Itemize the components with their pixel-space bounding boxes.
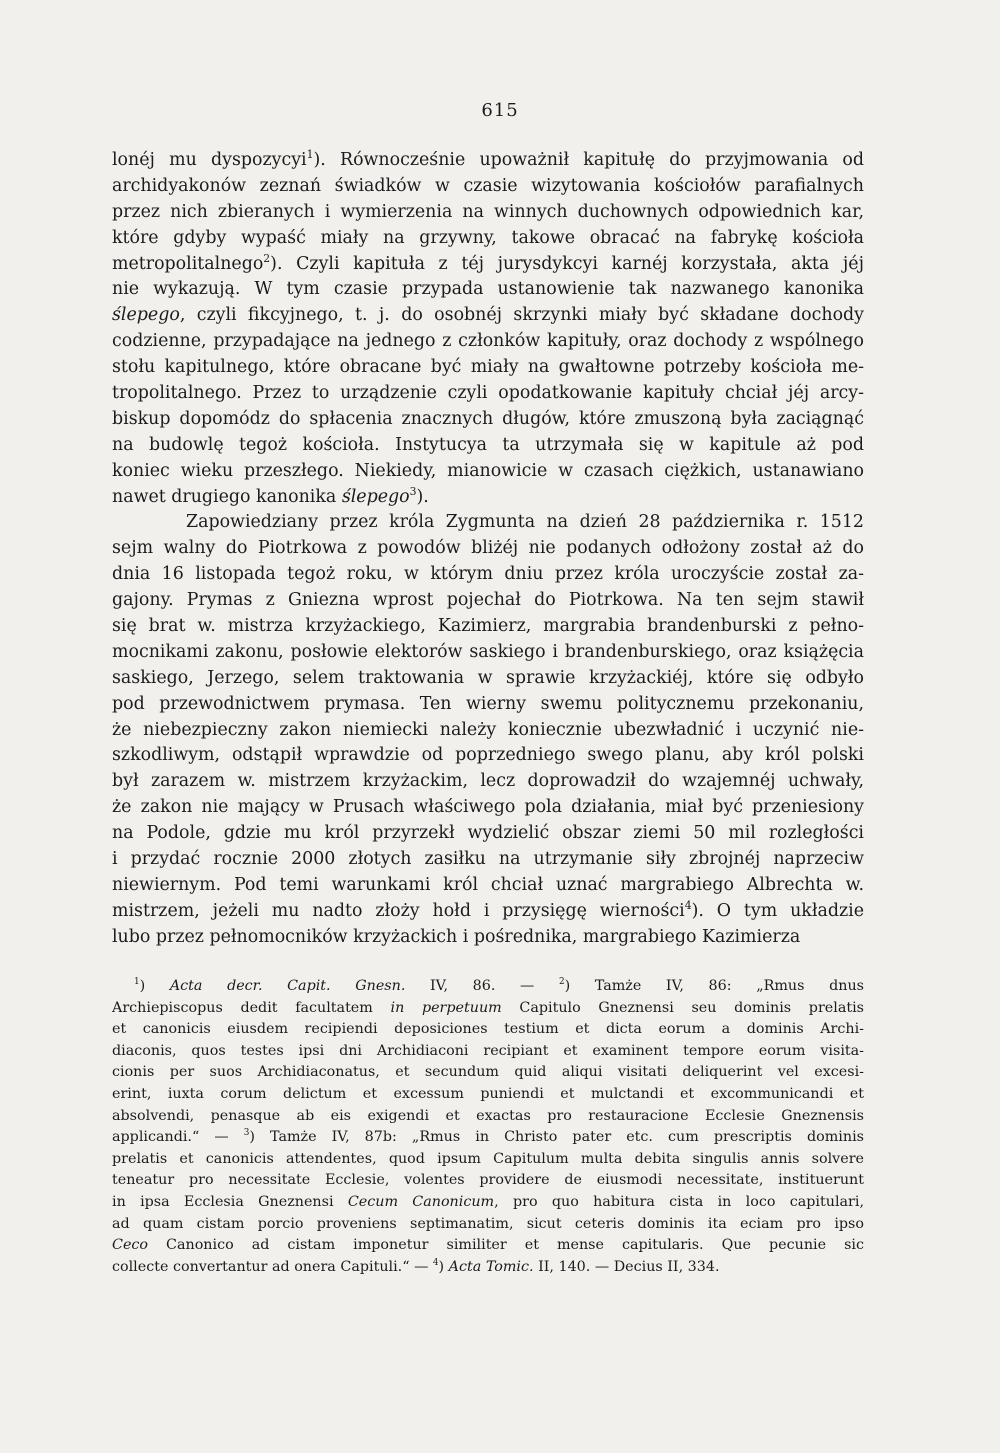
footnote-line — [112, 1214, 864, 1236]
footnote-reference: 1 — [134, 977, 140, 988]
text-segment: ) Tamże IV, 87b: „Rmus in Christo pater etc. cum prescriptis dominis — [249, 1129, 864, 1146]
footnote-line — [112, 998, 864, 1020]
text-line — [112, 821, 864, 847]
text-segment: pod przewodnictwem prymasa. Ten wierny swemu politycznemu przekonaniu, — [112, 693, 864, 714]
text-line — [112, 588, 864, 614]
text-segment: nawet drugiego kanonika — [112, 486, 342, 507]
text-line — [112, 510, 864, 536]
footnote-line — [112, 1149, 864, 1171]
text-line — [112, 329, 864, 355]
text-line — [112, 640, 864, 666]
text-segment: et canonicis eiusdem recipiendi deposiciones testium et dicta eorum a dominis Archi- — [112, 1021, 864, 1038]
footnote-line — [112, 1257, 864, 1279]
text-segment: absolvendi, penasque ab eis exigendi et exactas pro restauracione Ecclesie Gneznensis — [112, 1107, 864, 1124]
text-segment: tropolitalnego. Przez to urządzenie czyli opodatkowanie kapituły chciał jéj arcy- — [112, 383, 864, 404]
text-segment: niewiernym. Pod temi warunkami król chciał uznać margrabiego Albrechta w. — [112, 874, 864, 895]
text-segment: cionis per suos Archidiaconatus, et secundum quid aliqui visitati deliquerint vel excesi- — [112, 1064, 864, 1081]
italic-text: Ceco — [112, 1237, 149, 1254]
footnote-reference: 4 — [684, 899, 692, 913]
text-segment: Canonico ad cistam imponetur similiter et mense capitularis. Que pecunie sic — [148, 1237, 864, 1254]
text-segment: które gdyby wypaść miały na grzywny, takowe obracać na fabrykę kościoła — [112, 227, 864, 248]
italic-text: Cecum Canonicum — [347, 1193, 495, 1210]
italic-text: ślepego — [112, 305, 180, 326]
text-segment: collecte convertantur ad onera Capituli.“ — — [112, 1258, 433, 1275]
text-line — [112, 847, 864, 873]
text-line — [112, 303, 864, 329]
footnote-reference: 2 — [263, 251, 271, 265]
text-line — [112, 277, 864, 303]
text-line — [112, 899, 864, 925]
text-segment: ) — [139, 978, 170, 994]
text-segment: Capitulo Gneznensi seu dominis prelatis — [501, 999, 864, 1016]
text-segment: sejm walny do Piotrkowa z powodów bliżéj nie podanych odłożony został aż do — [112, 538, 864, 559]
footnote-line — [112, 1235, 864, 1257]
text-segment: koniec wieku przeszłego. Niekiedy, mianowicie w czasach ciężkich, ustanawiano — [112, 460, 864, 481]
footnote-line — [112, 1019, 864, 1041]
footnote-line — [112, 1041, 864, 1063]
text-segment: przez nich zbieranych i wymierzenia na winnych duchownych odpowiednich kar, — [112, 201, 864, 222]
text-segment: ) Tamże IV, 86: „Rmus dnus — [564, 978, 864, 994]
text-segment: metropolitalnego — [112, 253, 264, 274]
text-line — [112, 769, 864, 795]
text-segment: diaconis, quos testes ipsi dni Archidiaconi recipiant et examinent tempore eorum visita- — [112, 1042, 864, 1059]
text-segment: że zakon nie mający w Prusach właściwego pola działania, miał być przeniesiony — [112, 797, 864, 818]
text-segment: ad quam cistam porcio proveniens septimanatim, sicut ceteris dominis ita eciam pro ipso — [112, 1215, 864, 1232]
footnote-line — [112, 1106, 864, 1128]
text-segment: Zapowiedziany przez króla Zygmunta na dzień 28 października r. 1512 — [186, 512, 864, 533]
text-segment: IV, 86. — — [405, 978, 559, 994]
footnote-reference: 3 — [409, 484, 417, 498]
text-line — [112, 355, 864, 381]
footnote-reference: 2 — [558, 977, 565, 988]
text-segment: codzienne, przypadające na jednego z członków kapituły, oraz dochody z wspólnego — [112, 331, 864, 352]
text-line — [112, 252, 864, 278]
text-segment: szkodliwym, odstąpił wprawdzie od poprzedniego swego planu, aby król polski — [112, 745, 864, 766]
text-line — [112, 381, 864, 407]
text-segment: się brat w. mistrza krzyżackiego, Kazimierz, margrabia brandenburski z pełno- — [112, 616, 864, 637]
italic-text: Acta Tomic. — [448, 1258, 534, 1275]
footnote-line — [112, 1062, 864, 1084]
text-segment: , czyli fikcyjnego, t. j. do osobnéj skrzynki miały być składane dochody — [179, 305, 864, 326]
italic-text: Acta decr. Capit. Gnesn. — [169, 978, 406, 994]
text-line — [112, 148, 864, 174]
text-line — [112, 407, 864, 433]
footnotes — [112, 976, 864, 1278]
text-line — [112, 226, 864, 252]
text-line — [112, 459, 864, 485]
text-line — [112, 743, 864, 769]
italic-text: in perpetuum — [390, 999, 502, 1016]
text-segment: in ipsa Ecclesia Gneznensi — [112, 1193, 348, 1210]
text-line — [112, 562, 864, 588]
text-segment: gajony. Prymas z Gniezna wprost pojechał do Piotrkowa. Na ten sejm stawił — [112, 590, 864, 611]
main-text — [112, 148, 864, 951]
footnote-line — [112, 976, 864, 998]
text-line — [112, 666, 864, 692]
text-segment: ). — [416, 486, 429, 507]
text-line — [112, 485, 864, 511]
text-line — [112, 614, 864, 640]
text-segment: nie wykazują. W tym czasie przypada ustanowienie tak nazwanego kanonika — [112, 279, 864, 300]
text-segment: dnia 16 listopada tegoż roku, w którym dniu przez króla uroczyście został za- — [112, 564, 864, 585]
text-segment: na Podole, gdzie mu król przyrzekł wydzielić obszar ziemi 50 mil rozległości — [112, 823, 864, 844]
text-segment: ). O tym układzie — [691, 900, 864, 921]
text-segment: II, 140. — Decius II, 334. — [533, 1258, 720, 1275]
text-line — [112, 873, 864, 899]
footnote-line — [112, 1084, 864, 1106]
page-number: 615 — [481, 100, 519, 121]
footnote-line — [112, 1170, 864, 1192]
text-segment: archidyakonów zeznań świadków w czasie wizytowania kościołów parafialnych — [112, 175, 864, 196]
text-segment: ). Czyli kapituła z téj jurysdykcyi karnéj korzystała, akta jéj — [270, 253, 864, 274]
text-segment: mistrzem, jeżeli mu nadto złoży hołd i przysięgę wierności — [112, 900, 685, 921]
text-segment: na budowlę tegoż kościoła. Instytucya ta utrzymała się w kapitule aż pod — [112, 434, 864, 455]
text-line — [112, 174, 864, 200]
text-line — [112, 200, 864, 226]
text-segment: że niebezpieczny zakon niemiecki należy koniecznie ubezwładnić i uczynić nie- — [112, 719, 864, 740]
footnote-reference: 4 — [432, 1257, 439, 1268]
text-line — [112, 692, 864, 718]
text-line — [112, 925, 864, 951]
text-line — [112, 795, 864, 821]
footnote-line — [112, 1127, 864, 1149]
footnote-line — [112, 1192, 864, 1214]
text-segment: erint, iuxta corum delictum et excessum puniendi et mulctandi et excommunicandi et — [112, 1085, 864, 1102]
text-segment: lonéj mu dyspozycyi — [112, 150, 307, 170]
text-segment: stołu kapitulnego, które obracane być miały na gwałtowne potrzeby kościoła me- — [112, 357, 864, 378]
text-segment: applicandi.“ — — [112, 1129, 244, 1146]
text-segment: , pro quo habitura cista in loco capitulari, — [494, 1193, 865, 1210]
text-segment: saskiego, Jerzego, selem traktowania w sprawie krzyżackiéj, które się odbyło — [112, 667, 864, 688]
text-segment: ) — [438, 1258, 449, 1275]
text-segment: biskup dopomódz do spłacenia znacznych długów, które zmuszoną była zaciągnąć — [112, 408, 864, 429]
text-line — [112, 433, 864, 459]
text-line — [112, 718, 864, 744]
italic-text: ślepego — [341, 486, 410, 507]
text-segment: był zarazem w. mistrzem krzyżackim, lecz doprowadził do wzajemnéj uchwały, — [112, 771, 864, 792]
footnote-reference: 3 — [243, 1128, 250, 1139]
text-line — [112, 536, 864, 562]
text-segment: prelatis et canonicis attendentes, quod ipsum Capitulum multa debita singulis annis solvere — [112, 1150, 864, 1167]
text-segment: lubo przez pełnomocników krzyżackich i pośrednika, margrabiego Kazimierza — [112, 926, 801, 947]
footnote-reference: 1 — [306, 148, 314, 162]
text-segment: ). Równocześnie upoważnił kapitułę do przyjmowania od — [313, 150, 864, 170]
text-segment: i przydać rocznie 2000 złotych zasiłku na utrzymanie siły zbrojnéj naprzeciw — [112, 849, 864, 870]
text-segment: teneatur pro necessitate Ecclesie, volentes providere de eiusmodi necessitate, instituerunt — [112, 1172, 864, 1189]
text-segment: Archiepiscopus dedit facultatem — [112, 999, 391, 1016]
text-segment: mocnikami zakonu, posłowie elektorów saskiego i brandenburskiego, oraz książęcia — [112, 641, 864, 662]
